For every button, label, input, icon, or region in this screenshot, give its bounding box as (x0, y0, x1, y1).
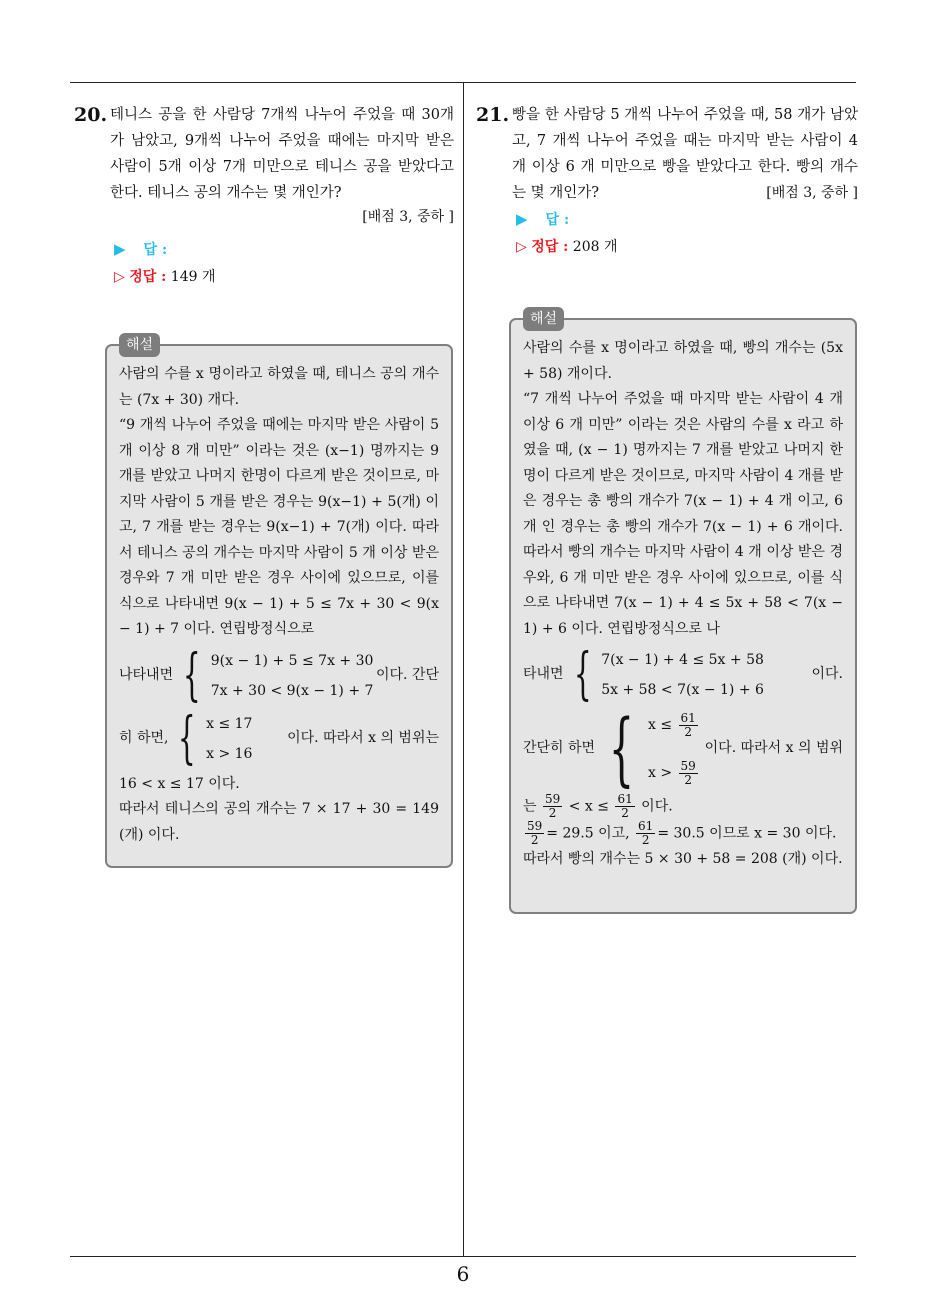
correct-answer-row (114, 264, 454, 291)
answer-row (516, 206, 858, 234)
solution-text: 사람의 수를 x 명이라고 하였을 때, 테니스 공의 개수는 (7x + 30) 개다. “9 개씩 나누어 주었을 때에는 마지막 받은 사람이 5 개 이상 8 개 미만” 이라는 것은 (x−1) 명까지는 9 개를 받았고 나머지 한명이 다르게 받은 것이므로, 마지막 사람이 5 개를 받은 경우는 9(x−1) + 5(개) 이고, 7 개를 받는 경우는 9(x−1) + 7(개) 이다. 따라서 테니스 공의 개수는 마지막 사람이 5 개 이상 받은 경우와 7 개 미만 받은 경우 사이에 있으므로, 이를 식으로 나타내면 9(x − 1) + 5 ≤ 7x + 30 < 9(x − 1) + 7 이다. 연립방정식으로 (119, 366, 439, 637)
score-meta: [배점 3, 중하 ] (766, 185, 858, 201)
right-column (476, 102, 858, 261)
system-equation-2: 간단히 하면 { x ≤ $\frac{61}{2}$ x > $\frac{59}{2}$ 이다. 따라서 x 의 범위 (523, 702, 843, 795)
brace-icon: { (608, 702, 635, 795)
correct-answer-row (516, 234, 858, 261)
range-line: 는 $\frac{59}{2}$ < x ≤ $\frac{61}{2}$ 이다. (523, 792, 673, 820)
left-column (74, 102, 454, 291)
question-text: 빵을 한 사람당 5 개씩 나누어 주었을 때, 58 개가 남았고, 7 개씩 나누어 주었을 때는 마지막 받는 사람이 4 개 이상 6 개 미만으로 빵을 받았다고 한다. 빵의 개수는 몇 개인가? (512, 107, 858, 201)
solution-box-20: 해설 사람의 수를 x 명이라고 하였을 때, 테니스 공의 개수는 (7x + 30) 개다. “9 개씩 나누어 주었을 때에는 마지막 받은 사람이 5 개 이상 8 개 미만” 이라는 것은 (x−1) 명까지는 9 개를 받았고 나머지 한명이 다르게 받은 것이므로, 마지막 사람이 5 개를 받은 경우는 9(x−1) + 5(개) 이고, 7 개를 받는 경우는 9(x−1) + 7(개) 이다. 따라서 테니스 공의 개수는 마지막 사람이 5 개 이상 받은 경우와 7 개 미만 받은 경우 사이에 있으므로, 이를 식으로 나타내면 9(x − 1) + 5 ≤ 7x + 30 < 9(x − 1) + 7 이다. 연립방정식으로 나타내면 { 9(x − 1) + 5 ≤ 7x + 30 7x + 30 < 9(x − 1) + 7 이다. 간단 히 하면, { x ≤ 17 x > 16 이다. 따라서 x 의 범위는 16 < x ≤ 17 이다. 따라서 테니스의 공의 개수는 7 × 17 + 30 = 149 (개) 이다. (105, 344, 453, 868)
system-equation-2: 히 하면, { x ≤ 17 x > 16 이다. 따라서 x 의 범위는 (119, 705, 439, 771)
brace-icon: { (183, 642, 201, 708)
answer-label: 답 : (143, 242, 168, 258)
bottom-rule (70, 1256, 856, 1257)
page-number: 6 (456, 1262, 470, 1286)
question-number: 21. (476, 104, 510, 126)
play-triangle-icon: ▶ (516, 210, 528, 228)
question-text: 테니스 공을 한 사람당 7개씩 나누어 주었을 때 30개가 남았고, 9개씩 나누어 주었을 때에는 마지막 받은 사람이 5개 이상 7개 미만으로 테니스 공을 받았다고 한다. 테니스 공의 개수는 몇 개인가? (110, 107, 454, 201)
answer-row (114, 236, 454, 264)
answer-label: 답 : (545, 212, 570, 228)
solution-badge: 해설 (119, 333, 160, 357)
outline-triangle-icon: ▷ (114, 269, 125, 285)
brace-icon: { (178, 705, 197, 771)
solution-text: 사람의 수를 x 명이라고 하였을 때, 빵의 개수는 (5x + 58) 개이다. “7 개씩 나누어 주었을 때 마지막 받는 사람이 4 개 이상 6 개 미만” 이라는 것은 사람의 수를 x 라고 하였을 때, (x − 1) 명까지는 7 개를 받았고 나머지 한 명이 다르게 받은 것이므로, 마지막 사람이 4 개를 받은 경우는 총 빵의 개수가 7(x − 1) + 4 개 이고, 6 개 인 경우는 총 빵의 개수가 7(x − 1) + 6 개이다. 따라서 빵의 개수는 마지막 사람이 4 개 이상 받은 경우와, 6 개 미만 받은 경우 사이에 있으므로, 이를 식으로 나타내면 7(x − 1) + 4 ≤ 5x + 58 < 7(x − 1) + 6 이다. 연립방정식으로 나 (523, 340, 843, 637)
play-triangle-icon: ▶ (114, 240, 126, 258)
system-equation-1: 나타내면 { 9(x − 1) + 5 ≤ 7x + 30 7x + 30 < 9(x − 1) + 7 이다. 간단 (119, 642, 439, 708)
solution-box-21: 해설 사람의 수를 x 명이라고 하였을 때, 빵의 개수는 (5x + 58) 개이다. “7 개씩 나누어 주었을 때 마지막 받는 사람이 4 개 이상 6 개 미만” 이라는 것은 사람의 수를 x 라고 하였을 때, (x − 1) 명까지는 7 개를 받았고 나머지 한 명이 다르게 받은 것이므로, 마지막 사람이 4 개를 받은 경우는 총 빵의 개수가 7(x − 1) + 4 개 이고, 6 개 인 경우는 총 빵의 개수가 7(x − 1) + 6 개이다. 따라서 빵의 개수는 마지막 사람이 4 개 이상 받은 경우와, 6 개 미만 받은 경우 사이에 있으므로, 이를 식으로 나타내면 7(x − 1) + 4 ≤ 5x + 58 < 7(x − 1) + 6 이다. 연립방정식으로 나 타내면 { 7(x − 1) + 4 ≤ 5x + 58 5x + 58 < 7(x − 1) + 6 이다. 간단히 하면 { x ≤ $\frac{61}{2}$ x > $\frac{59}{2}$ 이다. 따라서 x 의 범위 는 $\frac{59}{2}$ < x ≤ $\frac{61}{2}$ 이다. $\frac{59}{2}$ = 29.5 이고, $\frac{61}{2}$ = 30.5 이므로 x = 30 이다. 따라서 빵의 개수는 5 × 30 + 58 = 208 (개) 이다. (509, 318, 857, 914)
solution-badge: 해설 (523, 307, 564, 331)
correct-value: 208 개 (572, 239, 618, 255)
brace-icon: { (573, 642, 592, 707)
correct-label: 정답 : (129, 269, 167, 285)
score-meta: [배점 3, 중하 ] (362, 209, 454, 225)
correct-value: 149 개 (170, 269, 216, 285)
system-equation-1: 타내면 { 7(x − 1) + 4 ≤ 5x + 58 5x + 58 < 7(x − 1) + 6 이다. (523, 642, 843, 707)
question-21 (476, 102, 858, 206)
correct-label: 정답 : (531, 239, 569, 255)
calc-line: $\frac{59}{2}$ = 29.5 이고, $\frac{61}{2}$ = 30.5 이므로 x = 30 이다. (527, 819, 837, 847)
question-number: 20. (74, 104, 108, 126)
column-divider (463, 83, 464, 1256)
outline-triangle-icon: ▷ (516, 239, 527, 255)
question-20 (74, 102, 454, 206)
